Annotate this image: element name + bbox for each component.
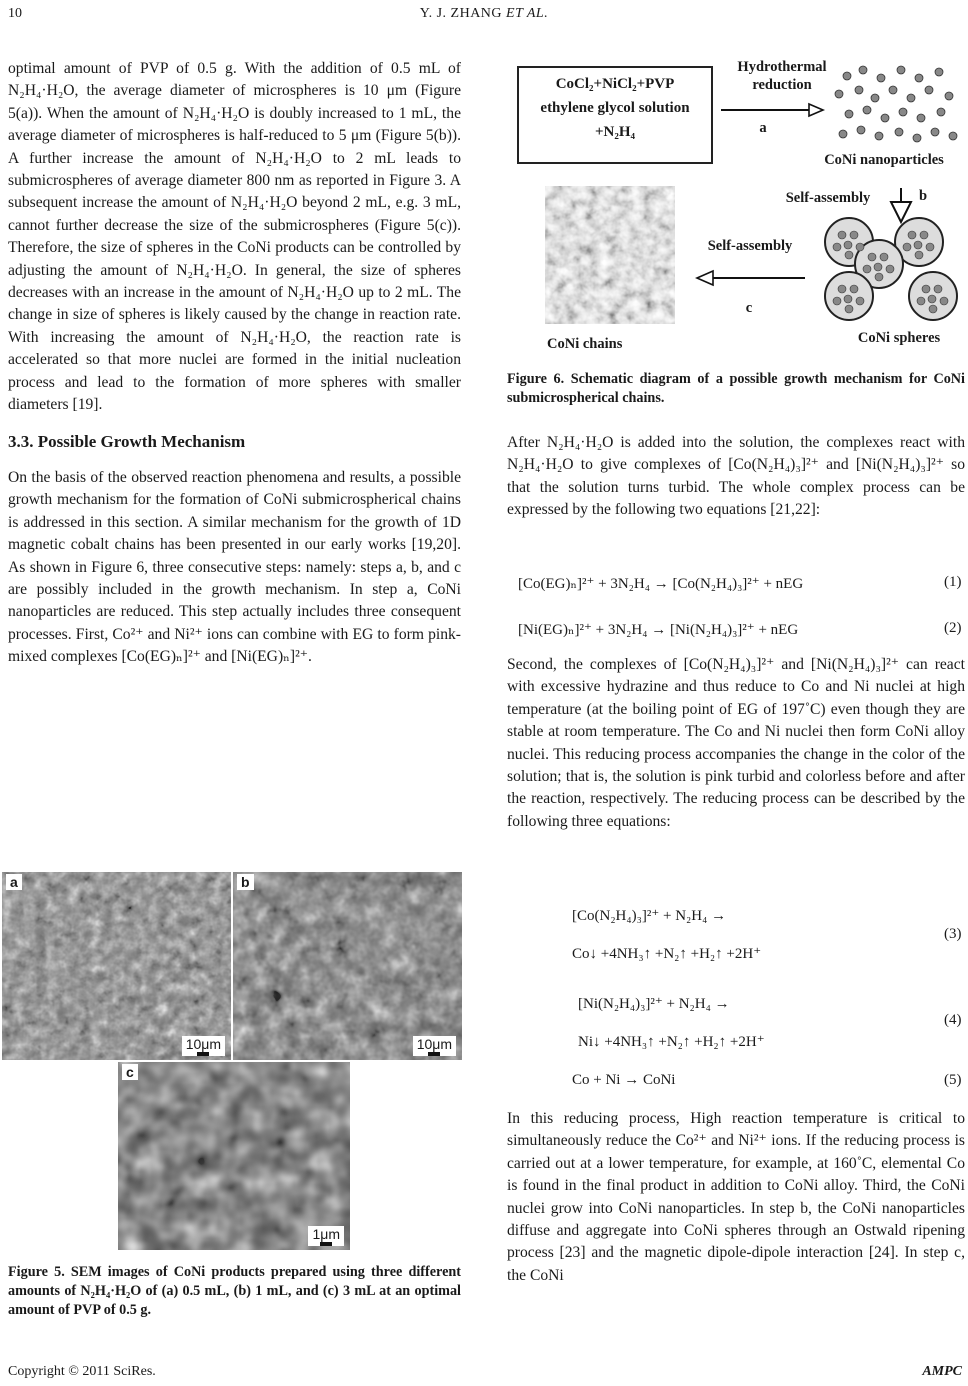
- right-paragraph-2: Second, the complexes of [Co(N₂H₄)₃]²⁺ and [Ni(N₂H₄)₃]²⁺ can react with excessive hydrazine and thus reduce to Co and Ni nuclei at high temperature (at the boiling point of EG of 197˚C) even though they are stable at room temperature. The Co and Ni nuclei then form CoNi alloy nuclei. This reducing process accompanies the change in the color of the solution; that is, the solution is pink turbid and colorless before and after the reaction, respectively. The reducing process can be described by the following three equations:: [507, 656, 965, 830]
- footer-copyright: Copyright © 2011 SciRes.: [8, 1364, 156, 1379]
- page-number: 10: [8, 6, 22, 21]
- figure5-caption: Figure 5. SEM images of CoNi products prepared using three different amounts of N₂H₄·H₂O of (a) 0.5 mL, (b) 1 mL, and (c) 3 mL at an optimal amount of PVP of 0.5 g.: [8, 1264, 461, 1318]
- sem-panel-b: [233, 872, 462, 1060]
- equation-4-number: (4): [944, 1012, 962, 1028]
- equation-5: Co + Ni → CoNi: [572, 1072, 676, 1088]
- precursor-line-2: ethylene glycol solution: [540, 100, 690, 116]
- left-paragraph-2: On the basis of the observed reaction phenomena and results, a possible growth mechanism for the formation of CoNi submicrospherical chains is addressed in this section. A similar mechanism for the growth of 1D magnetic cobalt chains has been presented in our early works [19,20]. As shown in Figure 6, three consecutive steps: namely: steps a, b, and c are possibly included in the growth mechanism. In step a, CoNi nanoparticles are reduced. This step actually includes three consequent processes. First, Co²⁺ and Ni²⁺ ions can combine with EG to form pink-mixed complexes [Co(EG)ₙ]²⁺ and [Ni(EG)ₙ]²⁺.: [8, 468, 461, 666]
- figure6-graphics: [509, 56, 967, 358]
- sem-scale-text-b: 10μm: [416, 1036, 452, 1052]
- precursor-line-1: CoCl₂+NiCl₂+PVP: [555, 76, 675, 92]
- section-heading: 3.3. Possible Growth Mechanism: [8, 431, 246, 451]
- equation-2-number: (2): [944, 620, 962, 636]
- equation-4-line-1: [Ni(N₂H₄)₃]²⁺ + N₂H₄ →: [578, 996, 730, 1012]
- sem-image-a: [2, 872, 231, 1060]
- figure6-diagram: [509, 56, 967, 358]
- right-paragraph-3: In this reducing process, High reaction temperature is critical to simultaneously reduce the Co²⁺ and Ni²⁺ ions. If the reducing process is carried out at a lower temperature, for example, at 160˚C, elemental Co is found in the final product in addition to CoNi alloy. Third, the CoNi nuclei grow into CoNi nanoparticles. In step b, the CoNi nanoparticles diffuse and aggregate into CoNi spheres through an Ostwald ripening process [23] and the magnetic dipole-dipole interaction [24]. In step c, the CoNi: [507, 1110, 965, 1284]
- sem-panel-label-c: c: [122, 1064, 138, 1080]
- self-assembly-label-2: Self-assembly: [707, 238, 793, 254]
- equation-4-line-2: Ni↓ +4NH₃↑ +N₂↑ +H₂↑ +2H⁺: [578, 1034, 765, 1050]
- sem-panel-label-a: a: [6, 874, 22, 890]
- sem-scale-bar-c: [308, 1226, 344, 1246]
- sphere-cluster: [825, 218, 957, 320]
- sem-scale-text-c: 1μm: [312, 1226, 340, 1242]
- sem-scale-bar-b: [413, 1036, 456, 1056]
- sem-scale-bar-a: [182, 1036, 225, 1056]
- equation-1: [Co(EG)ₙ]²⁺ + 3N₂H₄ → [Co(N₂H₄)₃]²⁺ + nEG: [518, 576, 804, 592]
- sem-panel-c: [118, 1062, 350, 1250]
- hydrothermal-line-2: reduction: [752, 77, 812, 93]
- chain-sem-image: [545, 186, 675, 324]
- sem-image-b: [233, 872, 462, 1060]
- precursor-line-3: +N₂H₄: [594, 124, 636, 140]
- equation-3-line-2: Co↓ +4NH₃↑ +N₂↑ +H₂↑ +2H⁺: [572, 946, 762, 962]
- equation-3-line-1: [Co(N₂H₄)₃]²⁺ + N₂H₄ →: [572, 908, 727, 924]
- equation-5-number: (5): [944, 1072, 962, 1088]
- figure6-caption: Figure 6. Schematic diagram of a possible growth mechanism for CoNi submicrospherical chains.: [507, 371, 965, 406]
- chains-label: CoNi chains: [547, 336, 623, 352]
- step-a-label: a: [759, 120, 767, 136]
- running-header-authors: Y. J. ZHANG: [419, 6, 503, 21]
- sem-panel-a: [2, 872, 231, 1060]
- sem-image-c: [118, 1062, 350, 1250]
- nanoparticle-cluster: [835, 66, 957, 142]
- sem-scale-text-a: 10μm: [185, 1036, 221, 1052]
- equation-1-number: (1): [944, 574, 962, 590]
- equation-2: [Ni(EG)ₙ]²⁺ + 3N₂H₄ → [Ni(N₂H₄)₃]²⁺ + nEG: [518, 622, 799, 638]
- hydrothermal-line-1: Hydrothermal: [737, 59, 827, 75]
- step-b-label: b: [918, 188, 928, 204]
- sem-panel-label-b: b: [237, 874, 254, 890]
- self-assembly-label-1: Self-assembly: [785, 190, 871, 206]
- running-header: [0, 6, 968, 22]
- step-c-label: c: [745, 300, 753, 316]
- arrow-b-head: [891, 202, 911, 222]
- left-column: [8, 58, 461, 669]
- arrow-a-head: [809, 104, 823, 116]
- running-header-et-al: ET AL.: [506, 6, 549, 21]
- arrow-c-head: [697, 271, 713, 285]
- nanoparticles-label: CoNi nanoparticles: [824, 152, 944, 168]
- spheres-label: CoNi spheres: [857, 330, 941, 346]
- equation-3-number: (3): [944, 926, 962, 942]
- right-paragraph-1: After N₂H₄·H₂O is added into the solution, the complexes react with N₂H₄·H₂O to give complexes of [Co(N₂H₄)₃]²⁺ and [Ni(N₂H₄)₃]²⁺ so that the solution turns turbid. The whole complex process can be expressed by the following two equations [21,22]:: [507, 434, 965, 519]
- left-paragraph-1: optimal amount of PVP of 0.5 g. With the addition of 0.5 mL of N₂H₄·H₂O, the average diameter of microspheres is 10 μm (Figure 5(a)). When the amount of N₂H₄·H₂O is doubly increased to 1 mL, the average diameter of microspheres is half-reduced to 5 μm (Figure 5(b)). A further increase the amount of N₂H₄·H₂O to 2 mL leads to submicrospheres of average diameter 800 nm as reported in Figure 3. A subsequent increase the amount of N₂H₄·H₂O beyond 2 mL, e.g. 3 mL, cannot further decrease the size of the submicrospheres (Figure 5(c)). Therefore, the size of spheres in the CoNi products can be controlled by adjusting the amount of N₂H₄·H₂O. In general, the size of spheres decreases with an increase in the amount of N₂H₄·H₂O up to 2 mL. The change in size of spheres is likely caused by the change in reaction rate. With increasing the amount of N₂H₄·H₂O, the reaction rate is accelerated so that more nuclei are formed in the initial nucleation process and lead to the formation of more spheres with smaller diameters [19].: [8, 60, 461, 414]
- footer-journal: AMPC: [922, 1364, 962, 1379]
